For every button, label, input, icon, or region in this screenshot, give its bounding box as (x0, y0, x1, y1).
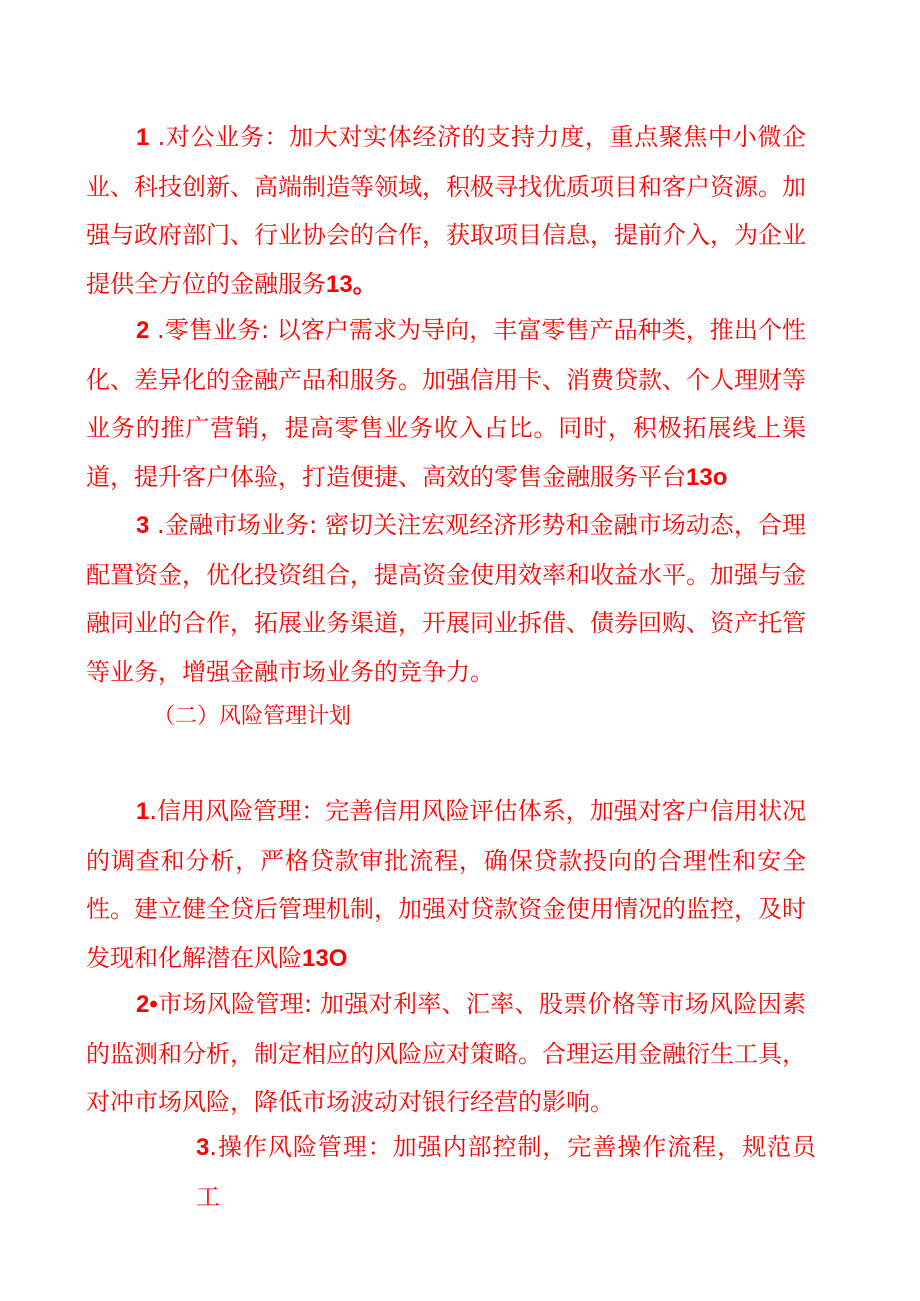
paragraph-tail: 13。 (326, 270, 377, 298)
paragraph-number: 3 (196, 1134, 210, 1161)
paragraph-text: .对公业务：加大对实体经济的支持力度，重点聚焦中小微企业、科技创新、高端制造等领域，积极寻找优质项目和客户资源。加强与政府部门、行业协会的合作，获取项目信息，提前介入，为企业提供全方位的金融服务 (86, 123, 806, 298)
paragraph-market-risk (86, 980, 806, 1128)
section-heading: （二）风险管理计划 (153, 704, 352, 729)
paragraph-corporate-business (86, 113, 806, 309)
paragraph-financial-market-business (86, 501, 806, 697)
paragraph-number: 2• (136, 991, 158, 1018)
paragraph-text: .操作风险管理：加强内部控制，完善操作流程，规范员工 (196, 1133, 816, 1211)
paragraph-number: 1 (136, 124, 150, 151)
paragraph-number: 3 (136, 512, 150, 539)
paragraph-tail: 13o (686, 463, 728, 491)
paragraph-text: .零售业务: 以客户需求为导向，丰富零售产品种类，推出个性化、差异化的金融产品和服务。加强信用卡、消费贷款、个人理财等业务的推广营销，提高零售业务收入占比。同时，积极拓展线上渠道，提升客户体验，打造便捷、高效的零售金融服务平台 (86, 316, 806, 491)
paragraph-number: 2 (136, 317, 150, 344)
paragraph-text: 市场风险管理: 加强对利率、汇率、股票价格等市场风险因素的监测和分析，制定相应的风险应对策略。合理运用金融衍生工具，对冲市场风险，降低市场波动对银行经营的影响。 (86, 990, 806, 1116)
paragraph-operational-risk (196, 1123, 816, 1222)
paragraph-tail: 13O (302, 944, 348, 972)
paragraph-text: .金融市场业务: 密切关注宏观经济形势和金融市场动态，合理配置资金，优化投资组合，提高资金使用效率和收益水平。加强与金融同业的合作，拓展业务渠道，开展同业拆借、债券回购、资产托管等业务，增强金融市场业务的竞争力。 (86, 511, 806, 686)
paragraph-retail-business (86, 306, 806, 502)
paragraph-number: 1 (136, 798, 150, 825)
paragraph-text: .信用风险管理：完善信用风险评估体系，加强对客户信用状况的调查和分析，严格贷款审批流程，确保贷款投向的合理性和安全性。建立健全贷后管理机制，加强对贷款资金使用情况的监控，及时发现和化解潜在风险 (86, 797, 806, 972)
paragraph-credit-risk (86, 787, 806, 983)
